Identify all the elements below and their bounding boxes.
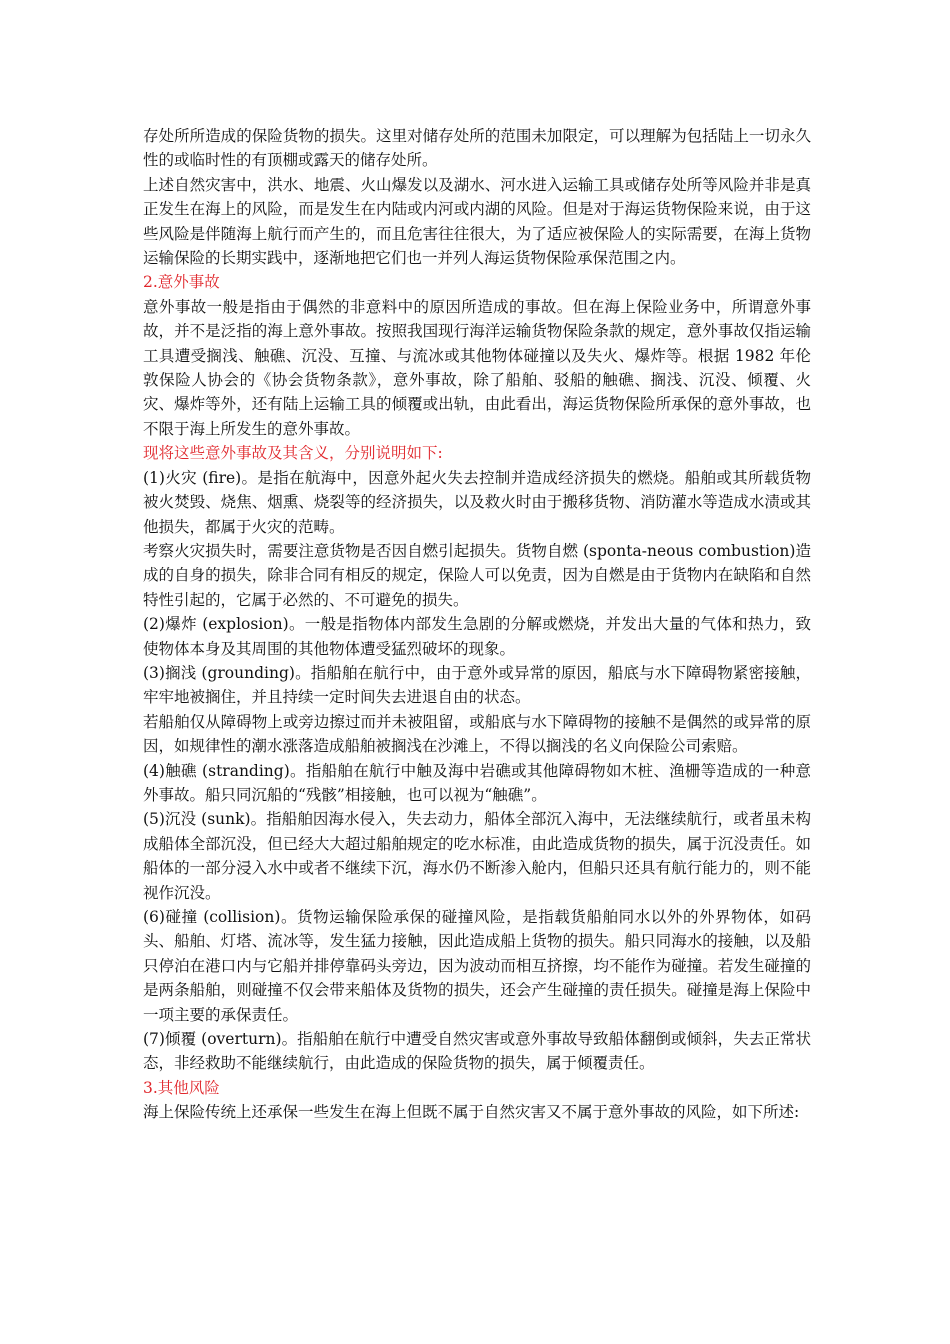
paragraph-stranding: (4)触礁 (stranding)。指船舶在航行中触及海中岩礁或其他障碍物如木桩、渔栅等造成的一种意外事故。船只同沉船的“残骸”相接触，也可以视为“触礁”。 bbox=[143, 761, 811, 804]
document-page bbox=[143, 124, 811, 1125]
paragraph-sunk: (5)沉没 (sunk)。指船舶因海水侵入，失去动力，船体全部沉入海中，无法继续航行，或者虽未构成船体全部沉没，但已经大大超过船舶规定的吃水标准，由此造成货物的损失，属于沉没责任。如船体的一部分浸入水中或者不继续下沉，海水仍不断渗入舱内，但船只还具有航行能力的，则不能视作沉没。 bbox=[143, 810, 811, 902]
section-heading-other-risks: 3.其他风险 bbox=[143, 1078, 220, 1097]
paragraph-grounding-exclusion: 若船舶仅从障碍物上或旁边擦过而并未被阻留，或船底与水下障碍物的接触不是偶然的或异常的原因，如规律性的潮水涨落造成船舶被搁浅在沙滩上，不得以搁浅的名义向保险公司索赔。 bbox=[143, 712, 811, 756]
paragraph-accidents-definition: 意外事故一般是指由于偶然的非意料中的原因所造成的事故。但在海上保险业务中，所谓意外事故，并不是泛指的海上意外事故。按照我国现行海洋运输货物保险条款的规定，意外事故仅指运输工具遭受搁浅、触礁、沉没、互撞、与流冰或其他物体碰撞以及失火、爆炸等。根据 1982 年伦敦保险人协会的《协会货物条款》，意外事故，除了船舶、驳船的触礁、搁浅、沉没、倾覆、火灾、爆炸等外，还有陆上运输工具的倾覆或出轨，由此看出，海运货物保险所承保的意外事故，也不限于海上所发生的意外事故。 bbox=[143, 297, 811, 438]
paragraph-storage-premises: 存处所所造成的保险货物的损失。这里对储存处所的范围未加限定，可以理解为包括陆上一切永久性的或临时性的有顶棚或露天的储存处所。 bbox=[143, 127, 811, 170]
paragraph-fire: (1)火灾 (fire)。是指在航海中，因意外起火失去控制并造成经济损失的燃烧。船舶或其所载货物被火焚毁、烧焦、烟熏、烧裂等的经济损失，以及救火时由于搬移货物、消防灌水等造成水渍或其他损失，都属于火灾的范畴。 bbox=[143, 468, 811, 536]
subheading-accident-list: 现将这些意外事故及其含义，分别说明如下: bbox=[143, 444, 443, 463]
paragraph-natural-disasters-scope: 上述自然灾害中，洪水、地震、火山爆发以及湖水、河水进入运输工具或储存处所等风险并非是真正发生在海上的风险，而是发生在内陆或内河或内湖的风险。但是对于海运货物保险来说，由于这些风险是伴随海上航行而产生的，而且危害往往很大，为了适应被保险人的实际需要，在海上货物运输保险的长期实践中，逐渐地把它们也一并列人海运货物保险承保范围之内。 bbox=[143, 175, 811, 268]
paragraph-overturn: (7)倾覆 (overturn)。指船舶在航行中遭受自然灾害或意外事故导致船体翻倒或倾斜，失去正常状态，非经救助不能继续航行，由此造成的保险货物的损失，属于倾覆责任。 bbox=[143, 1030, 811, 1073]
paragraph-other-risks: 海上保险传统上还承保一些发生在海上但既不属于自然灾害又不属于意外事故的风险，如下所述: bbox=[143, 1103, 800, 1122]
paragraph-grounding: (3)搁浅 (grounding)。指船舶在航行中，由于意外或异常的原因，船底与水下障碍物紧密接触，牢牢地被搁住，并且持续一定时间失去进退自由的状态。 bbox=[143, 663, 811, 707]
paragraph-explosion: (2)爆炸 (explosion)。一般是指物体内部发生急剧的分解或燃烧，并发出大量的气体和热力，致使物体本身及其周围的其他物体遭受猛烈破坏的现象。 bbox=[143, 615, 811, 658]
section-heading-accidents: 2.意外事故 bbox=[143, 273, 220, 292]
paragraph-collision: (6)碰撞 (collision)。货物运输保险承保的碰撞风险，是指载货船舶同水以外的外界物体，如码头、船舶、灯塔、流冰等，发生猛力接触，因此造成船上货物的损失。船只同海水的接触，以及船只停泊在港口内与它船并排停靠码头旁边，因为波动而相互挤擦，均不能作为碰撞。若发生碰撞的是两条船舶，则碰撞不仅会带来船体及货物的损失，还会产生碰撞的责任损失。碰撞是海上保险中一项主要的承保责任。 bbox=[143, 908, 811, 1024]
paragraph-spontaneous-combustion: 考察火灾损失时，需要注意货物是否因自燃引起损失。货物自燃 (sponta-neous combustion)造成的自身的损失，除非合同有相反的规定，保险人可以免责，因为自燃是由于货物内在缺陷和自然特性引起的，它属于必然的、不可避免的损失。 bbox=[143, 541, 811, 609]
